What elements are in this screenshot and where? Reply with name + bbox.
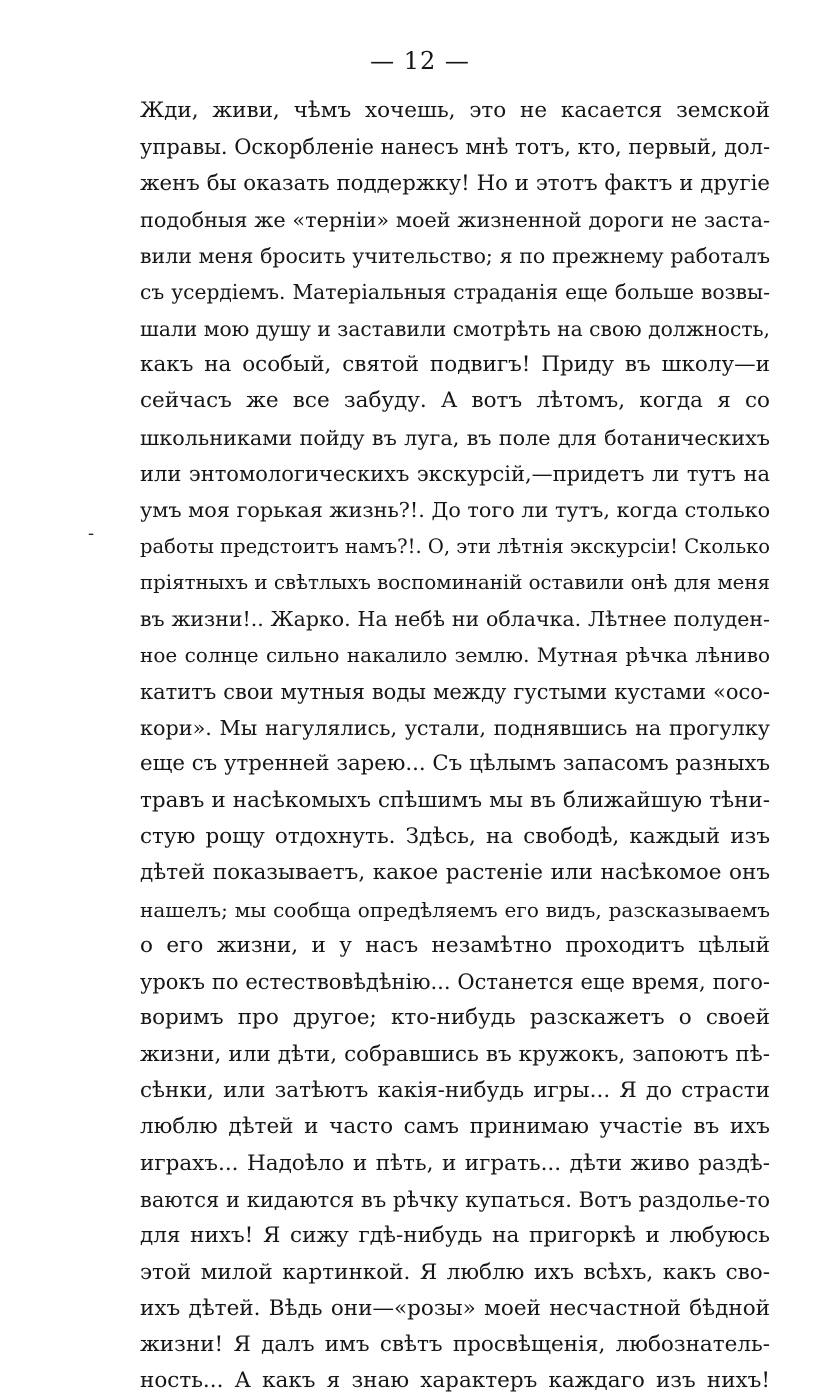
text-line: шали мою душу и заставили смотрѣть на свою должность, (140, 316, 770, 341)
text-line: какъ на особый, святой подвигъ! Приду въ школу—и (140, 352, 770, 378)
text-line: ное солнце сильно накалило землю. Мутная рѣчка лѣниво (140, 643, 770, 668)
text-line: женъ бы оказать поддержку! Но и этотъ фактъ и другіе (140, 170, 770, 196)
text-line: дѣтей показываетъ, какое растеніе или насѣкомое онъ (140, 860, 770, 886)
text-line: люблю дѣтей и часто самъ принимаю участіе въ ихъ (140, 1114, 770, 1140)
text-line: ихъ дѣтей. Вѣдь они—«розы» моей несчастной бѣдной (140, 1295, 770, 1321)
page-number: — 12 — (370, 47, 470, 75)
text-line: сѣнки, или затѣютъ какія-нибудь игры... Я до страсти (140, 1078, 770, 1104)
text-line: умъ моя горькая жизнь?!. До того ли тутъ, когда столько (140, 498, 770, 523)
body-text (140, 93, 770, 1400)
text-line: урокъ по естествовѣдѣнію... Останется еще время, пого- (140, 970, 770, 995)
text-line: этой милой картинкой. Я люблю ихъ всѣхъ, какъ сво- (140, 1259, 770, 1285)
text-line: воримъ про другое; кто-нибудь разскажетъ о своей (140, 1005, 770, 1031)
text-line: жизни! Я далъ имъ свѣтъ просвѣщенія, любознатель- (140, 1332, 770, 1358)
text-line: подобныя же «терніи» моей жизненной дороги не заста- (140, 207, 770, 232)
text-line: или энтомологическихъ экскурсій,—придетъ ли тутъ на (140, 461, 770, 486)
margin-mark: - (88, 523, 95, 544)
text-line: работы предстоитъ намъ?!. О, эти лѣтнія экскурсіи! Сколько (140, 534, 770, 558)
text-line: пріятныхъ и свѣтлыхъ воспоминаній оставили онѣ для меня (140, 570, 770, 594)
text-line: Жди, живи, чѣмъ хочешь, это не касается земской (140, 98, 770, 123)
text-line: еще съ утренней зарею... Съ цѣлымъ запасомъ разныхъ (140, 751, 770, 777)
text-line: управы. Оскорбленіе нанесъ мнѣ тотъ, кто, первый, дол- (140, 135, 770, 160)
text-line: ность... А какъ я знаю характеръ каждаго изъ нихъ! (140, 1368, 770, 1394)
text-line: школьниками пойду въ луга, въ поле для ботаническихъ (140, 425, 770, 450)
text-line: стую рощу отдохнуть. Здѣсь, на свободѣ, каждый изъ (140, 823, 770, 849)
text-line: съ усердіемъ. Матеріальныя страданія еще больше возвы- (140, 280, 770, 305)
text-line: катитъ свои мутныя воды между густыми кустами «осо- (140, 679, 770, 704)
text-line: вили меня бросить учительство; я по прежнему работалъ (140, 244, 770, 269)
text-line: въ жизни!.. Жарко. На небѣ ни облачка. Лѣтнее полуден- (140, 607, 770, 632)
text-line: травъ и насѣкомыхъ спѣшимъ мы въ ближайшую тѣни- (140, 787, 770, 813)
text-line: играхъ... Надоѣло и пѣть, и играть... дѣти живо раздѣ- (140, 1150, 770, 1176)
text-line: нашелъ; мы сообща опредѣляемъ его видъ, разсказываемъ (140, 897, 770, 922)
text-line: о его жизни, и у насъ незамѣтно проходитъ цѣлый (140, 932, 770, 958)
text-line: кори». Мы нагулялись, устали, поднявшись на прогулку (140, 716, 770, 741)
text-line: сейчасъ же все забуду. А вотъ лѣтомъ, когда я со (140, 388, 770, 414)
text-line: жизни, или дѣти, собравшись въ кружокъ, запоютъ пѣ- (140, 1041, 770, 1067)
text-line: ваются и кидаются въ рѣчку купаться. Вотъ раздолье-то (140, 1187, 770, 1212)
text-line: для нихъ! Я сижу гдѣ-нибудь на пригоркѣ и любуюсь (140, 1223, 770, 1249)
